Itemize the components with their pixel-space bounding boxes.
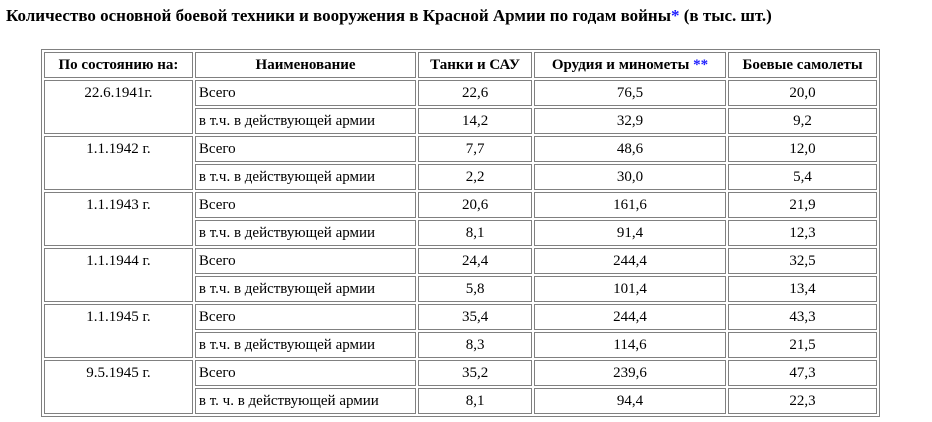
cell-date: 1.1.1943 г.: [44, 192, 193, 246]
cell-planes: 22,3: [728, 388, 877, 414]
cell-tanks: 8,1: [418, 388, 532, 414]
cell-tanks: 24,4: [418, 248, 532, 274]
header-guns-label: Орудия и минометы: [551, 57, 690, 73]
cell-planes: 13,4: [728, 276, 877, 302]
cell-date: 1.1.1944 г.: [44, 248, 193, 302]
table-row: [44, 136, 877, 162]
cell-guns: 94,4: [534, 388, 726, 414]
cell-date: 22.6.1941г.: [44, 80, 193, 134]
header-planes: Боевые самолеты: [728, 52, 877, 78]
cell-guns: 91,4: [534, 220, 726, 246]
cell-name: в т. ч. в действующей армии: [195, 388, 416, 414]
cell-guns: 239,6: [534, 360, 726, 386]
title-footnote-link[interactable]: *: [671, 6, 680, 25]
cell-tanks: 20,6: [418, 192, 532, 218]
table-row: [44, 248, 877, 274]
cell-tanks: 2,2: [418, 164, 532, 190]
table-row: [44, 80, 877, 106]
table-header-row: [44, 52, 877, 78]
cell-tanks: 5,8: [418, 276, 532, 302]
header-guns: [534, 52, 726, 78]
header-guns-footnote-link[interactable]: **: [693, 57, 709, 73]
cell-name: в т.ч. в действующей армии: [195, 332, 416, 358]
cell-name: в т.ч. в действующей армии: [195, 164, 416, 190]
cell-name: Всего: [195, 360, 416, 386]
cell-name: Всего: [195, 248, 416, 274]
cell-name: Всего: [195, 192, 416, 218]
cell-date: 1.1.1945 г.: [44, 304, 193, 358]
cell-date: 1.1.1942 г.: [44, 136, 193, 190]
cell-name: Всего: [195, 304, 416, 330]
cell-guns: 76,5: [534, 80, 726, 106]
cell-tanks: 35,2: [418, 360, 532, 386]
cell-guns: 114,6: [534, 332, 726, 358]
equipment-table: [41, 49, 880, 417]
cell-name: Всего: [195, 80, 416, 106]
cell-guns: 30,0: [534, 164, 726, 190]
table-row: [44, 192, 877, 218]
cell-planes: 21,9: [728, 192, 877, 218]
cell-tanks: 35,4: [418, 304, 532, 330]
cell-name: в т.ч. в действующей армии: [195, 276, 416, 302]
title-suffix: (в тыс. шт.): [679, 6, 772, 25]
title-text: Количество основной боевой техники и вооружения в Красной Армии по годам войны: [6, 6, 671, 25]
header-date: По состоянию на:: [44, 52, 193, 78]
table-row: [44, 360, 877, 386]
cell-guns: 244,4: [534, 304, 726, 330]
page-title: [6, 6, 772, 26]
header-name: Наименование: [195, 52, 416, 78]
cell-tanks: 7,7: [418, 136, 532, 162]
cell-name: в т.ч. в действующей армии: [195, 108, 416, 134]
cell-name: в т.ч. в действующей армии: [195, 220, 416, 246]
cell-planes: 32,5: [728, 248, 877, 274]
cell-tanks: 14,2: [418, 108, 532, 134]
cell-tanks: 22,6: [418, 80, 532, 106]
cell-tanks: 8,3: [418, 332, 532, 358]
table-row: [44, 304, 877, 330]
cell-guns: 32,9: [534, 108, 726, 134]
cell-planes: 20,0: [728, 80, 877, 106]
cell-planes: 9,2: [728, 108, 877, 134]
cell-planes: 12,0: [728, 136, 877, 162]
cell-tanks: 8,1: [418, 220, 532, 246]
table-body: [44, 80, 877, 414]
cell-planes: 47,3: [728, 360, 877, 386]
cell-planes: 21,5: [728, 332, 877, 358]
cell-guns: 48,6: [534, 136, 726, 162]
cell-name: Всего: [195, 136, 416, 162]
cell-planes: 5,4: [728, 164, 877, 190]
header-tanks: Танки и САУ: [418, 52, 532, 78]
cell-date: 9.5.1945 г.: [44, 360, 193, 414]
cell-planes: 43,3: [728, 304, 877, 330]
cell-guns: 161,6: [534, 192, 726, 218]
cell-guns: 101,4: [534, 276, 726, 302]
cell-guns: 244,4: [534, 248, 726, 274]
cell-planes: 12,3: [728, 220, 877, 246]
